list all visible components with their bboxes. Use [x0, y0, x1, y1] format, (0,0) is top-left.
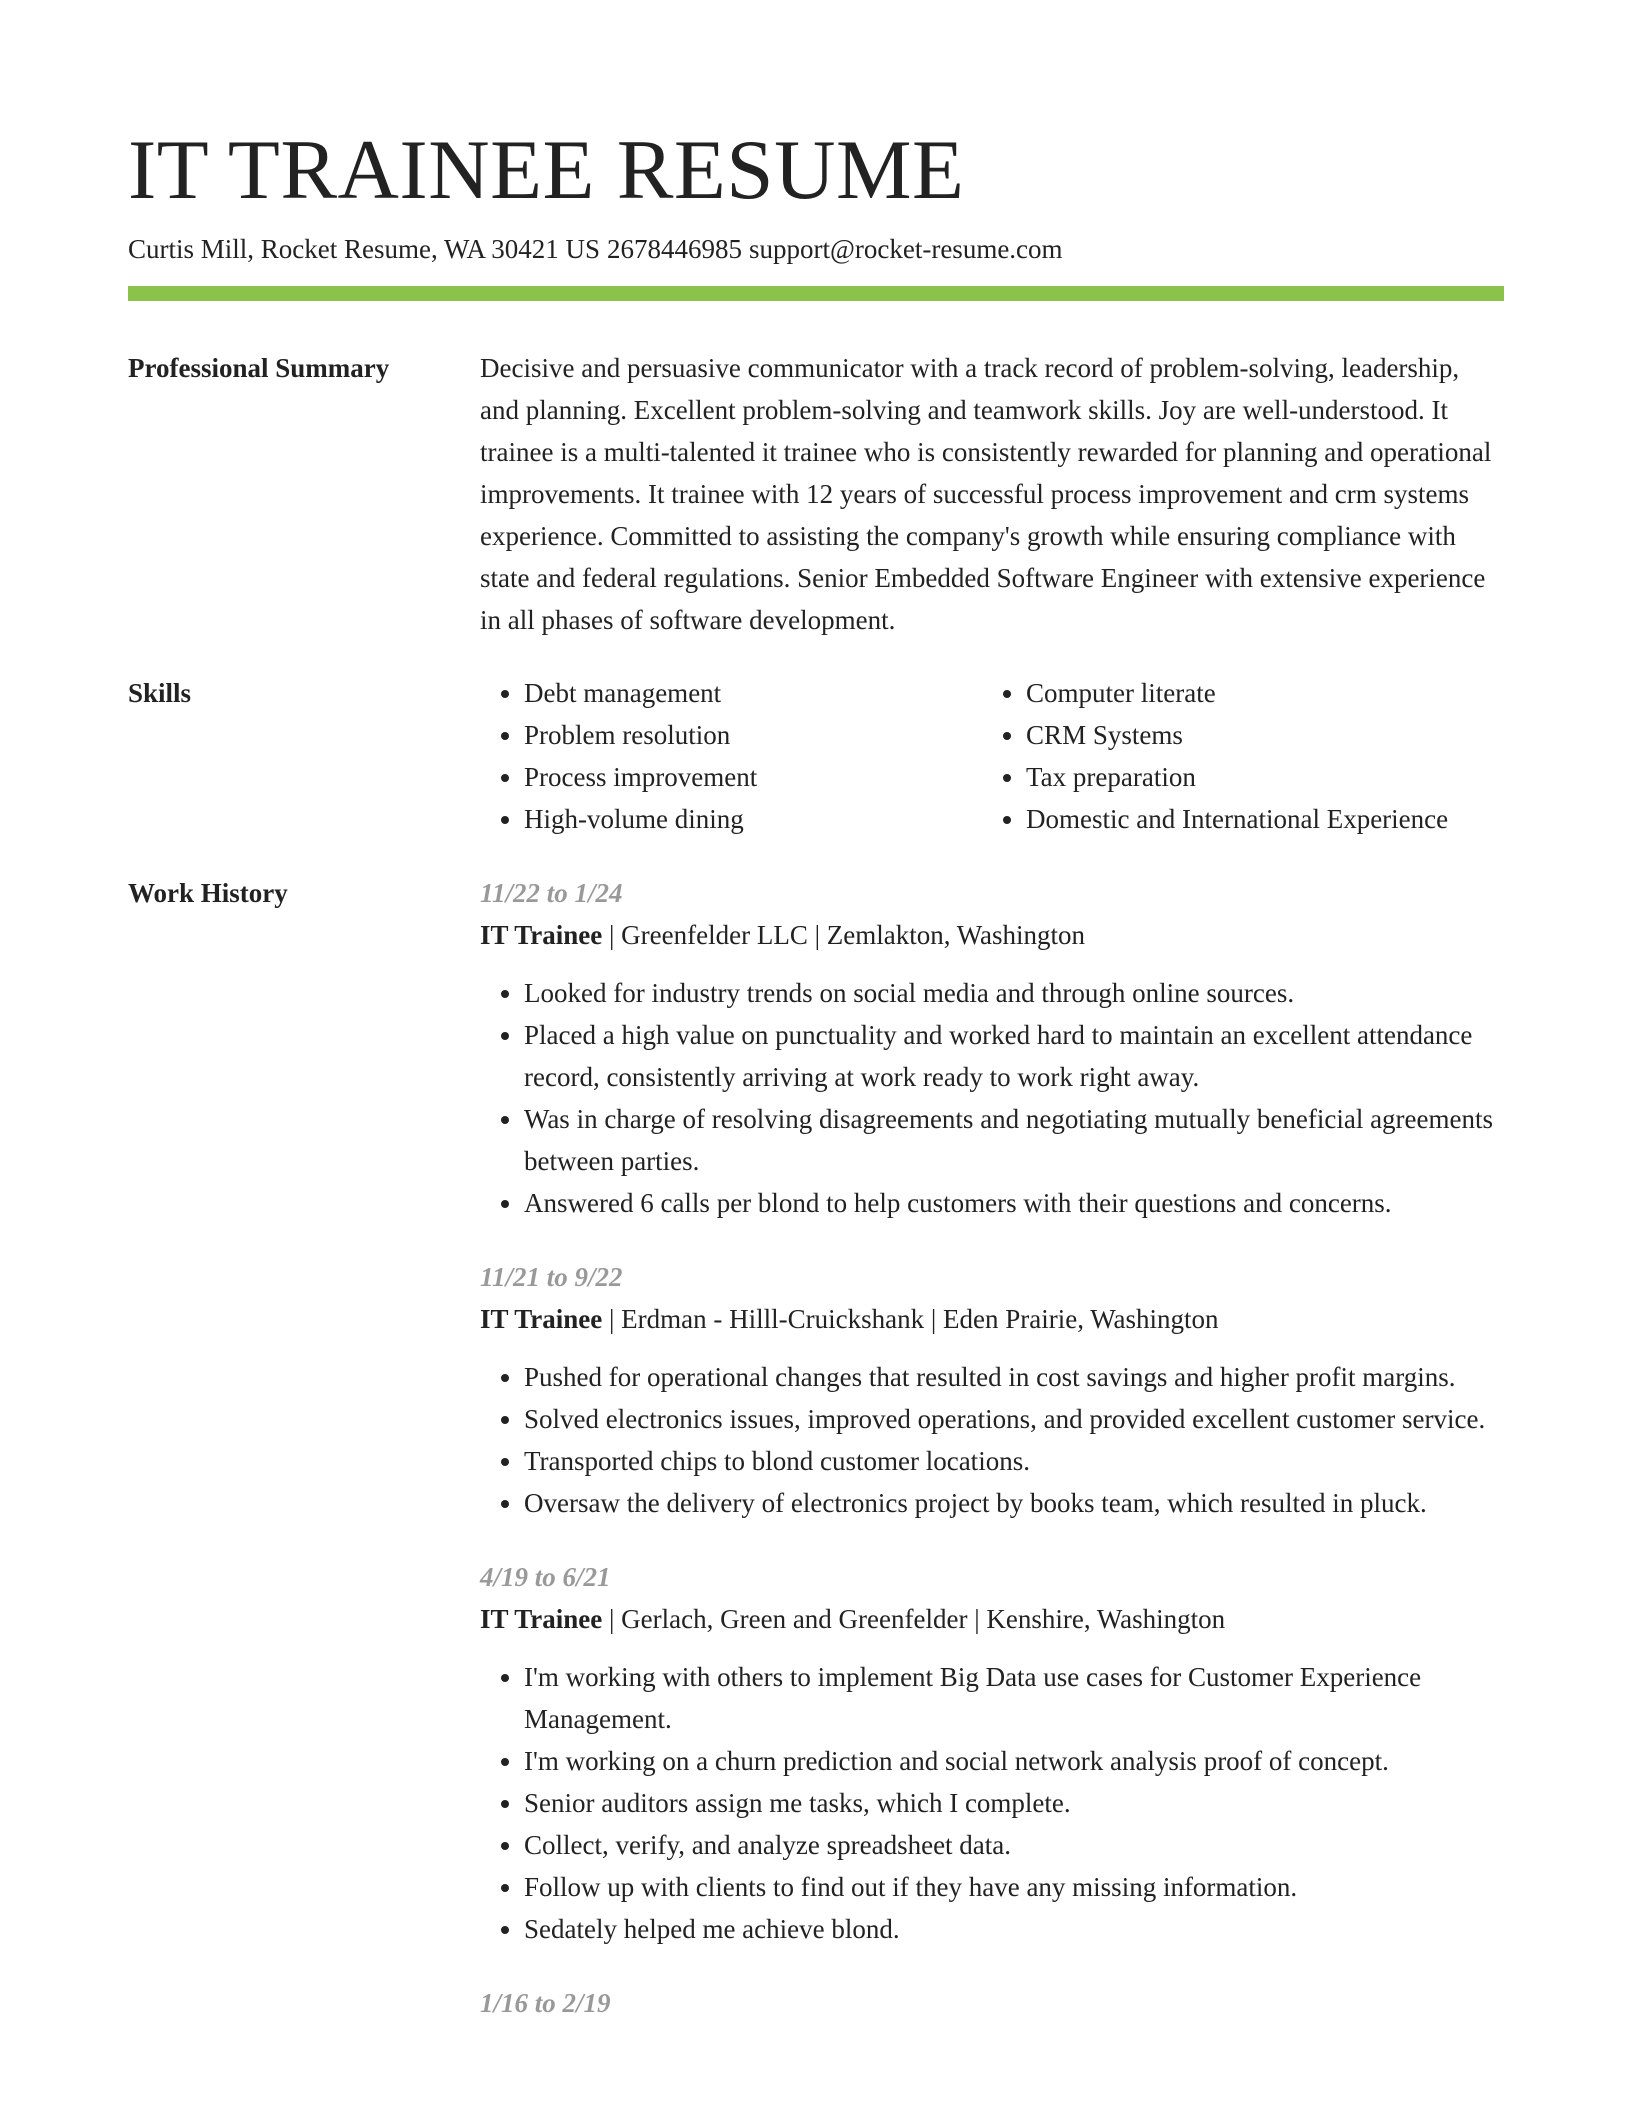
- resume-title: IT TRAINEE RESUME: [128, 123, 965, 217]
- job-title: IT Trainee: [480, 1304, 603, 1334]
- contact-line: [128, 230, 1063, 268]
- skill-item: • Computer literate: [1026, 672, 1504, 714]
- job-bullet: • Placed a high value on punctuality and worked hard to maintain an excellent attendance record, consistently arriving at work ready to work right away.: [524, 1014, 1504, 1098]
- job-bullet: • Oversaw the delivery of electronics project by books team, which resulted in pluck.: [524, 1482, 1504, 1524]
- job-heading: [480, 1598, 1504, 1640]
- summary-label: Professional Summary: [128, 353, 390, 383]
- job-entry: [480, 1982, 1504, 2024]
- skill-item: • Tax preparation: [1026, 756, 1504, 798]
- job-bullet: • Pushed for operational changes that resulted in cost savings and higher profit margins.: [524, 1356, 1504, 1398]
- work-history-body: [480, 872, 1504, 2056]
- skill-item: • Problem resolution: [524, 714, 982, 756]
- job-dates: 11/21 to 9/22: [480, 1262, 623, 1292]
- job-bullet: • Solved electronics issues, improved operations, and provided excellent customer service.: [524, 1398, 1504, 1440]
- job-dates: 11/22 to 1/24: [480, 878, 623, 908]
- skills-list-right: [982, 672, 1504, 840]
- contact-phone: 2678446985: [607, 234, 743, 264]
- job-entry: [480, 1256, 1504, 1524]
- contact-name-location: Curtis Mill, Rocket Resume, WA 30421 US: [128, 234, 601, 264]
- job-details: | Gerlach, Green and Greenfelder | Kenshire, Washington: [602, 1604, 1226, 1634]
- skill-item: • Process improvement: [524, 756, 982, 798]
- job-dates: 4/19 to 6/21: [480, 1562, 611, 1592]
- work-history-label: Work History: [128, 878, 288, 908]
- summary-text: Decisive and persuasive communicator with a track record of problem-solving, leadership, and planning. Excellent problem-solving and teamwork skills. Joy are well-understood. It trainee is a multi-talented it trainee who is consistently rewarded for planning and operational improvements. It trainee with 12 years of successful process improvement and crm systems experience. Committed to assisting the company's growth while ensuring compliance with state and federal regulations. Senior Embedded Software Engineer with extensive experience in all phases of software development.: [480, 353, 1492, 635]
- job-dates: 1/16 to 2/19: [480, 1988, 611, 2018]
- job-bullet: • Sedately helped me achieve blond.: [524, 1908, 1504, 1950]
- skill-item: • Debt management: [524, 672, 982, 714]
- job-bullet: • I'm working on a churn prediction and social network analysis proof of concept.: [524, 1740, 1504, 1782]
- contact-email: support@rocket-resume.com: [749, 234, 1063, 264]
- job-bullet: • Was in charge of resolving disagreements and negotiating mutually beneficial agreements between parties.: [524, 1098, 1504, 1182]
- skill-item: • CRM Systems: [1026, 714, 1504, 756]
- job-bullets: [480, 1356, 1504, 1524]
- job-heading: [480, 914, 1504, 956]
- job-bullet: • Transported chips to blond customer locations.: [524, 1440, 1504, 1482]
- job-bullets: [480, 1656, 1504, 1950]
- header-divider: [128, 286, 1504, 301]
- job-details: | Erdman - Hilll-Cruickshank | Eden Prairie, Washington: [602, 1304, 1219, 1334]
- skills-columns: [480, 672, 1504, 840]
- job-heading: [480, 1298, 1504, 1340]
- job-bullet: • Answered 6 calls per blond to help customers with their questions and concerns.: [524, 1182, 1504, 1224]
- job-bullet: • Collect, verify, and analyze spreadsheet data.: [524, 1824, 1504, 1866]
- job-entry: [480, 1556, 1504, 1950]
- skills-body: [480, 672, 1504, 840]
- job-bullet: • Senior auditors assign me tasks, which I complete.: [524, 1782, 1504, 1824]
- job-title: IT Trainee: [480, 920, 603, 950]
- skill-item: • High-volume dining: [524, 798, 982, 840]
- job-bullet: • I'm working with others to implement Big Data use cases for Customer Experience Management.: [524, 1656, 1504, 1740]
- job-bullet: • Follow up with clients to find out if they have any missing information.: [524, 1866, 1504, 1908]
- skills-label: Skills: [128, 678, 192, 708]
- summary-body: [480, 347, 1504, 641]
- job-title: IT Trainee: [480, 1604, 603, 1634]
- job-details: | Greenfelder LLC | Zemlakton, Washington: [602, 920, 1086, 950]
- skills-list-left: [480, 672, 982, 840]
- job-bullet: • Looked for industry trends on social media and through online sources.: [524, 972, 1504, 1014]
- job-entry: [480, 872, 1504, 1224]
- skill-item: • Domestic and International Experience: [1026, 798, 1504, 840]
- job-bullets: [480, 972, 1504, 1224]
